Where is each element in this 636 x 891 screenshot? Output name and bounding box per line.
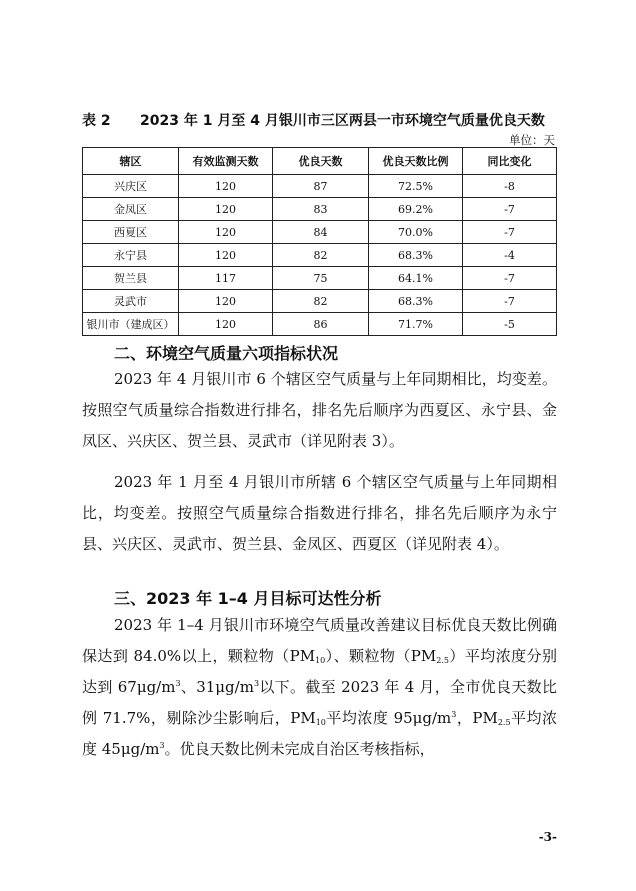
air-quality-table: [82, 147, 557, 336]
header-valid-days: 有效监测天数: [179, 148, 273, 175]
header-yoy-change: 同比变化: [463, 148, 557, 175]
cell-good-days: 83: [273, 198, 369, 221]
cell-good-ratio: 68.3%: [369, 290, 463, 313]
cubic-superscript: 3: [451, 710, 457, 719]
header-good-ratio: 优良天数比例: [369, 148, 463, 175]
pm10-subscript: 10: [315, 718, 326, 727]
section-2-paragraph-2: 2023 年 1 月至 4 月银川市所辖 6 个辖区空气质量与上年同期相比，均变差。按照空气质量综合指数进行排名，排名先后顺序为永宁县、兴庆区、灵武市、贺兰县、金凤区、西夏区（详见附表 4）。: [82, 473, 557, 553]
cubic-superscript: 3: [253, 679, 260, 688]
section-2-paragraph-1: 2023 年 4 月银川市 6 个辖区空气质量与上年同期相比，均变差。按照空气质量综合指数进行排名，排名先后顺序为西夏区、永宁县、金凤区、兴庆区、贺兰县、灵武市（详见附表 3）。: [82, 370, 557, 450]
cell-good-days: 82: [273, 290, 369, 313]
cell-district: 灵武市: [83, 290, 179, 313]
table-row: [83, 290, 557, 313]
text-segment: 平均浓度 45μg/m: [82, 709, 558, 758]
section-3-body: [82, 610, 557, 765]
text-segment: ，PM: [456, 709, 498, 727]
text-segment: 、31μg/m: [180, 678, 254, 696]
cell-district: 贺兰县: [83, 267, 179, 290]
table-row: [83, 313, 557, 336]
page-number: -3-: [538, 830, 557, 844]
text-segment: ）、颗粒物（PM: [325, 647, 437, 665]
cell-valid-days: 120: [179, 313, 273, 336]
pm25-subscript: 2.5: [436, 656, 449, 665]
table-unit: 单位：天: [509, 133, 555, 147]
cell-good-days: 75: [273, 267, 369, 290]
header-good-days: 优良天数: [273, 148, 369, 175]
cell-good-ratio: 70.0%: [369, 221, 463, 244]
cell-yoy-change: -5: [463, 313, 557, 336]
cell-good-ratio: 69.2%: [369, 198, 463, 221]
cell-valid-days: 117: [179, 267, 273, 290]
cell-district: 永宁县: [83, 244, 179, 267]
cell-district: 西夏区: [83, 221, 179, 244]
text-segment: 平均浓度 95μg/m: [325, 709, 452, 727]
cell-yoy-change: -7: [463, 267, 557, 290]
pm25-subscript: 2.5: [497, 718, 511, 727]
table-title: 2023 年 1 月至 4 月银川市三区两县一市环境空气质量优良天数: [140, 113, 545, 129]
cell-district: 兴庆区: [83, 175, 179, 198]
pm10-subscript: 10: [315, 656, 326, 665]
section-2-body: [82, 364, 557, 560]
cell-yoy-change: -8: [463, 175, 557, 198]
text-segment: 。优良天数比例未完成自治区考核指标，: [164, 740, 435, 758]
cell-good-days: 86: [273, 313, 369, 336]
cell-yoy-change: -7: [463, 221, 557, 244]
cell-good-ratio: 71.7%: [369, 313, 463, 336]
section-3-heading: 三、2023 年 1–4 月目标可达性分析: [114, 589, 382, 608]
cell-district: 金凤区: [83, 198, 179, 221]
table-row: [83, 221, 557, 244]
cell-good-days: 82: [273, 244, 369, 267]
table-row: [83, 267, 557, 290]
cell-good-ratio: 72.5%: [369, 175, 463, 198]
cell-yoy-change: -4: [463, 244, 557, 267]
table-row: [83, 244, 557, 267]
text-segment: ）平均浓度分别达到 67μg/m: [82, 647, 557, 696]
cell-valid-days: 120: [179, 290, 273, 313]
cell-valid-days: 120: [179, 175, 273, 198]
cell-valid-days: 120: [179, 221, 273, 244]
cell-good-ratio: 64.1%: [369, 267, 463, 290]
section-3-paragraph: [82, 610, 557, 765]
cell-good-ratio: 68.3%: [369, 244, 463, 267]
header-district: 辖区: [83, 148, 179, 175]
cell-valid-days: 120: [179, 198, 273, 221]
cell-district: 银川市（建成区）: [83, 313, 179, 336]
table-row: [83, 175, 557, 198]
text-segment: 2023 年 1–4 月银川市环境空气质量改善建议目标优良天数比例确保达到 84.0%以上，颗粒物（PM: [82, 616, 557, 665]
cell-good-days: 87: [273, 175, 369, 198]
cell-yoy-change: -7: [463, 198, 557, 221]
section-2-heading: 二、环境空气质量六项指标状况: [114, 344, 339, 363]
cubic-superscript: 3: [159, 741, 165, 750]
cubic-superscript: 3: [175, 679, 181, 688]
table-header-row: [83, 148, 557, 175]
table-label: 表 2: [82, 113, 111, 129]
cell-yoy-change: -7: [463, 290, 557, 313]
text-segment: 以下。截至 2023 年 4 月，全市优良天数比例 71.7%，剔除沙尘影响后，PM: [82, 678, 558, 727]
cell-valid-days: 120: [179, 244, 273, 267]
table-caption: [82, 110, 557, 130]
cell-good-days: 84: [273, 221, 369, 244]
table-row: [83, 198, 557, 221]
